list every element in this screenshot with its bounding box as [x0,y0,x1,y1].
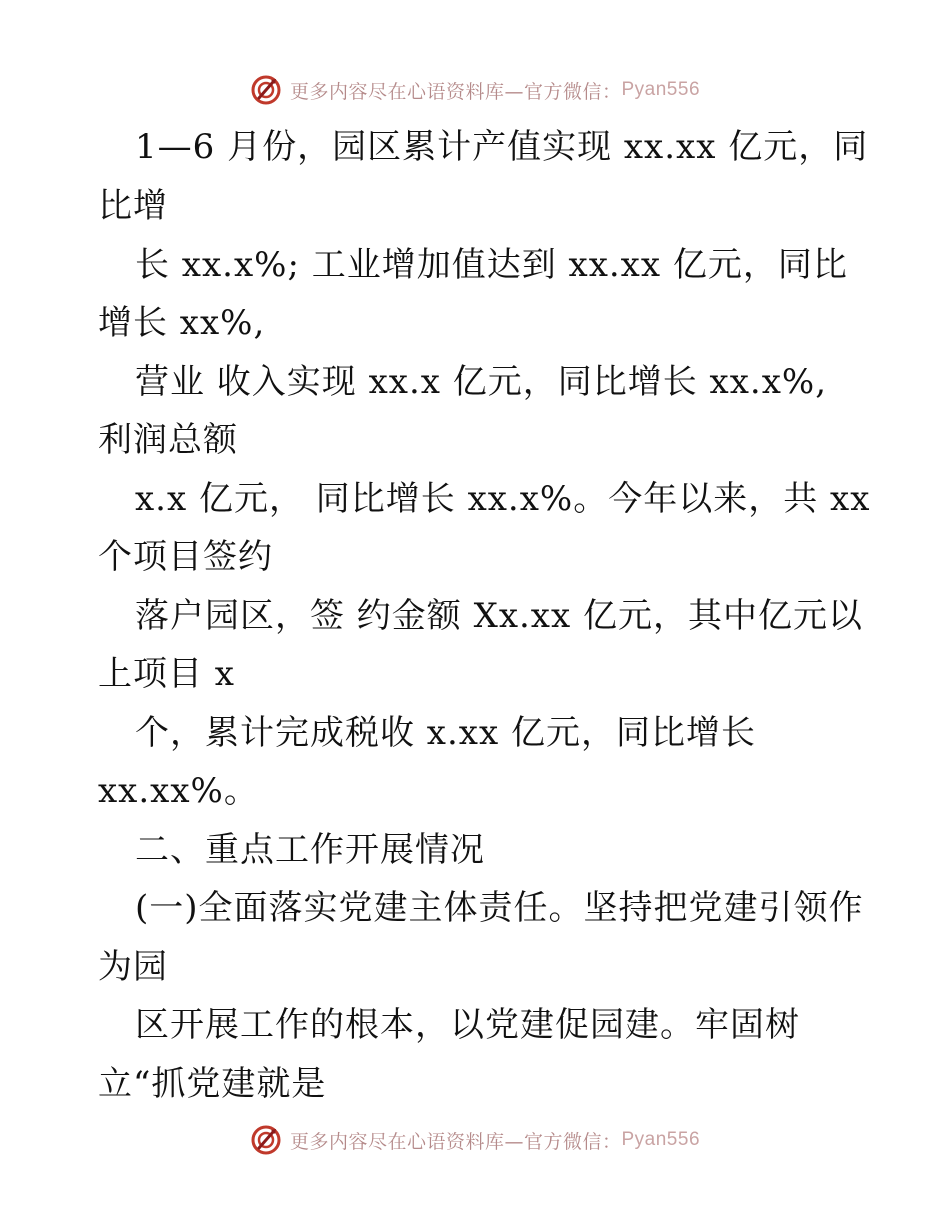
text-line: 落户园区，签 约金额 Xx.xx 亿元，其中亿元以 [135,596,863,636]
logo-icon [250,1124,282,1156]
text-line: 区开展工作的根本，以党建促园建。牢固树 [135,1005,800,1045]
text-line: xx.xx%。 [98,771,259,811]
section-heading: 二、重点工作开展情况 [135,830,485,870]
text-line: 比增 [98,186,168,226]
text-line: 立“抓党建就是 [98,1064,327,1104]
text-line: 增长 xx%, [98,303,266,343]
text-line: 个项目签约 [98,537,273,577]
text-line: 长 xx.x%; 工业增加值达到 xx.xx 亿元，同比 [135,245,848,285]
text-line: 营业 收入实现 xx.x 亿元，同比增长 xx.x%, [135,362,828,402]
text-line: 上项目 x [98,654,235,694]
text-line: x.x 亿元， 同比增长 xx.x%。今年以来，共 xx [135,479,871,519]
text-line: 利润总额 [98,420,238,460]
text-line: 1—6 月份，园区累计产值实现 xx.xx 亿元，同 [135,127,869,167]
watermark-wechat-id: Pyan556 [621,79,701,100]
watermark-header [0,70,950,110]
watermark-footer [0,1120,950,1160]
text-line: 个，累计完成税收 x.xx 亿元，同比增长 [135,713,756,753]
text-line: (一)全面落实党建主体责任。坚持把党建引领作 [135,888,864,928]
logo-icon [250,74,282,106]
text-line: 为园 [98,947,168,987]
watermark-wechat-id: Pyan556 [621,1129,701,1150]
watermark-text: 更多内容尽在心语资料库—官方微信： [289,80,622,103]
watermark-text: 更多内容尽在心语资料库—官方微信： [289,1130,622,1153]
